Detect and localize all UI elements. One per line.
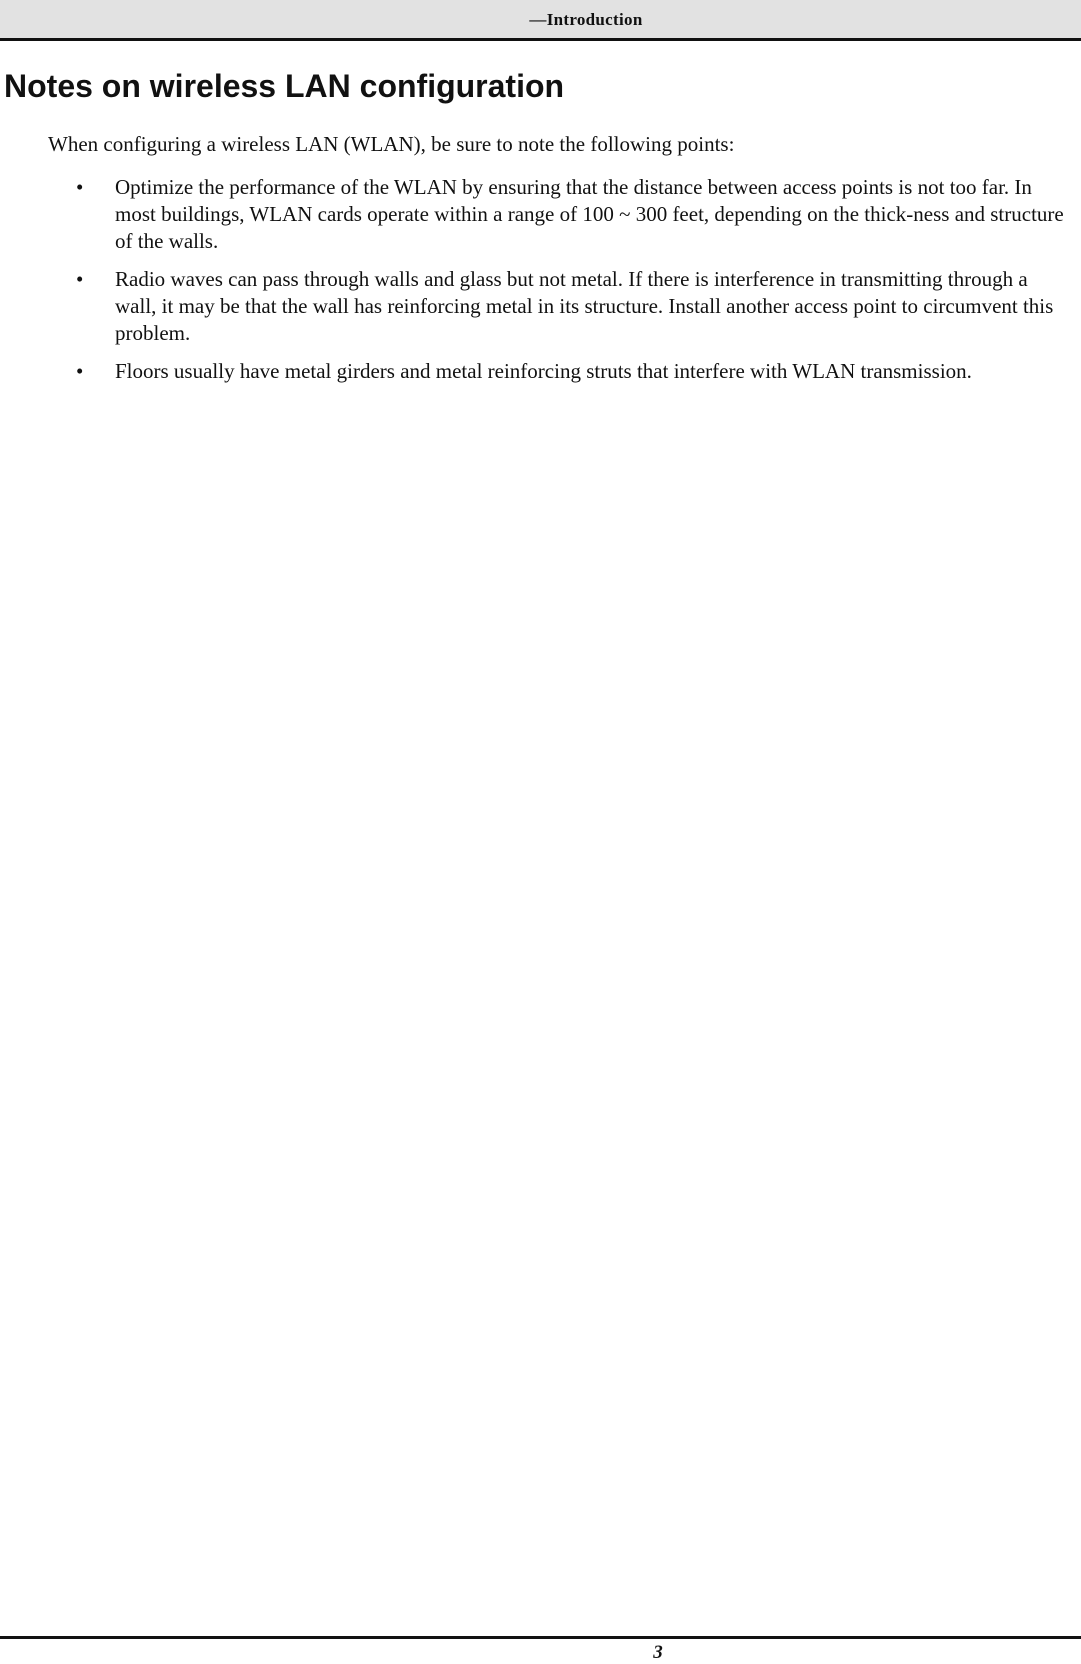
page-title: Notes on wireless LAN configuration — [4, 68, 565, 104]
list-item — [0, 174, 1081, 255]
bullet-icon: • — [76, 359, 84, 383]
intro-paragraph: When configuring a wireless LAN (WLAN), be sure to note the following points: — [48, 132, 735, 156]
header-section-title: —Introduction — [529, 10, 643, 29]
footer-divider — [0, 1636, 1081, 1639]
bullet-text: Radio waves can pass through walls and glass but not metal. If there is interference in transmitting through a wall, it may be that the wall has reinforcing metal in its structure. Install another access point to circumvent this problem. — [115, 267, 1054, 345]
bullet-text: Optimize the performance of the WLAN by ensuring that the distance between access points is not too far. In most buildings, WLAN cards operate within a range of 100 ~ 300 feet, depending on the thick-ness and structure of the walls. — [115, 175, 1064, 253]
list-item — [0, 266, 1081, 347]
list-item — [0, 358, 1081, 385]
bullet-icon: • — [76, 267, 84, 291]
bullet-icon: • — [76, 175, 84, 199]
bullet-list — [0, 174, 1081, 396]
bullet-text: Floors usually have metal girders and metal reinforcing struts that interfere with WLAN transmission. — [115, 359, 972, 383]
running-header — [0, 0, 1081, 41]
page-number: 3 — [653, 1642, 663, 1663]
